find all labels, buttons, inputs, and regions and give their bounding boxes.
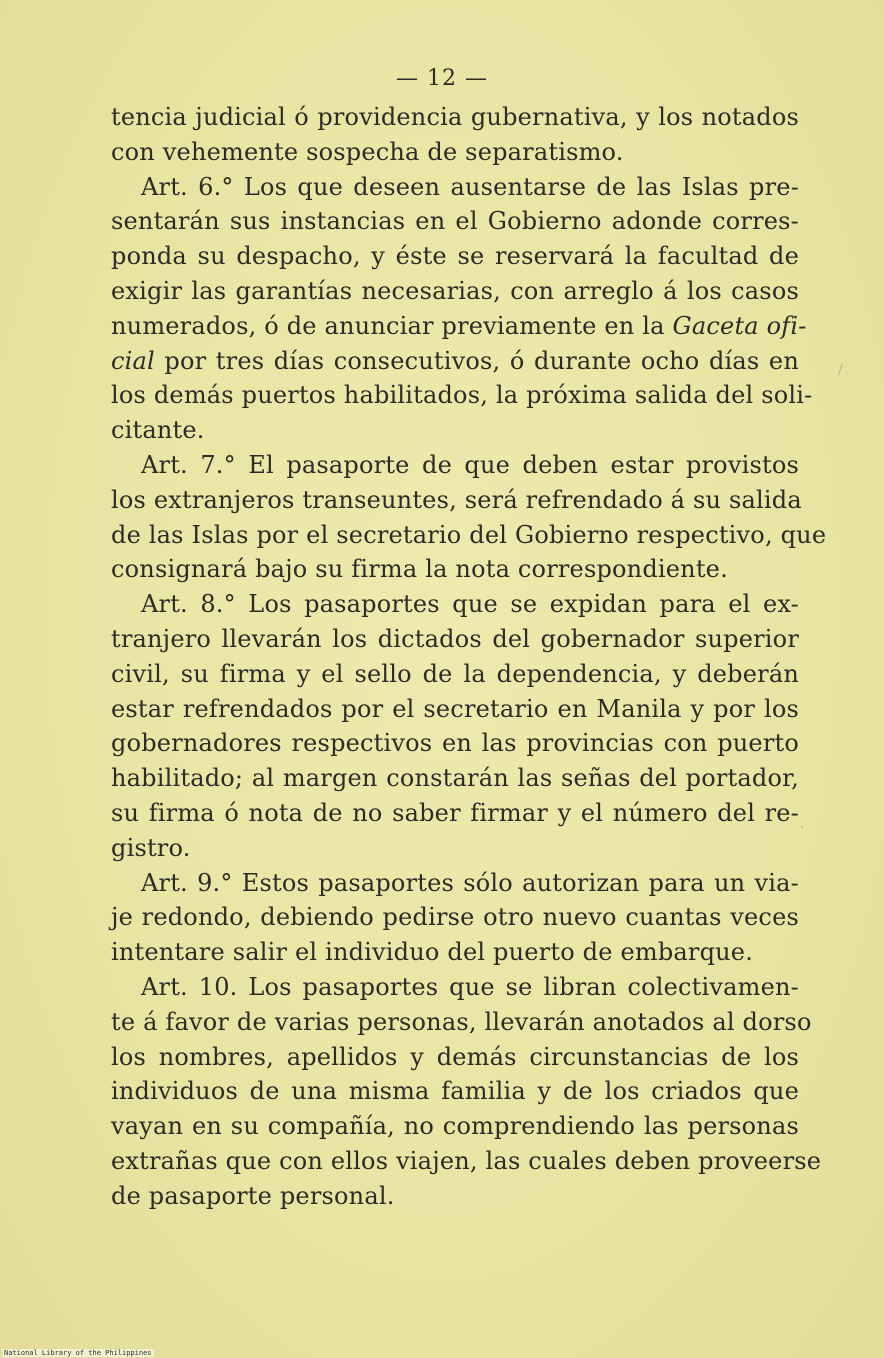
text-line: de las Islas por el secretario del Gobierno respectivo, que	[111, 520, 827, 549]
text-line: habilitado; al margen constarán las señas del portador,	[111, 764, 799, 793]
text-line: tranjero llevarán los dictados del gobernador superior	[111, 624, 799, 653]
text-line: los demás puertos habilitados, la próxima salida del soli-	[111, 381, 813, 410]
text-line: los extranjeros transeuntes, será refrendado á su salida	[111, 485, 802, 514]
text-line-with-italic	[111, 344, 799, 379]
text-line: gobernadores respectivos en las provincias con puerto	[111, 729, 799, 758]
text-line: de pasaporte personal.	[111, 1181, 395, 1210]
text-line: gistro.	[111, 833, 191, 862]
text-line: estar refrendados por el secretario en Manila y por los	[111, 694, 799, 723]
text-line: exigir las garantías necesarias, con arreglo á los casos	[111, 276, 799, 305]
margin-mark: /	[838, 362, 843, 378]
text-line: civil, su firma y el sello de la dependencia, y deberán	[111, 659, 799, 688]
italic-title: Gaceta ofi-	[672, 311, 807, 340]
margin-mark: .	[800, 816, 805, 832]
text-segment: por tres días consecutivos, ó durante ocho días en	[154, 346, 799, 375]
italic-title: cial	[111, 346, 155, 375]
text-line: Art. 9.° Estos pasaportes sólo autorizan para un via-	[141, 868, 799, 897]
text-line: con vehemente sospecha de separatismo.	[111, 137, 624, 166]
text-line: su firma ó nota de no saber firmar y el número del re-	[111, 798, 799, 827]
body-text	[111, 100, 827, 1214]
text-line: Art. 7.° El pasaporte de que deben estar provistos	[141, 450, 799, 479]
text-line: te á favor de varias personas, llevarán anotados al dorso	[111, 1007, 812, 1036]
text-line: vayan en su compañía, no comprendiendo las personas	[111, 1112, 799, 1141]
text-line: extrañas que con ellos viajen, las cuales deben proveerse	[111, 1146, 822, 1175]
text-line: je redondo, debiendo pedirse otro nuevo cuantas veces	[111, 903, 799, 932]
text-line: citante.	[111, 416, 205, 445]
text-line: los nombres, apellidos y demás circunstancias de los	[111, 1042, 799, 1071]
text-line: Art. 8.° Los pasaportes que se expidan para el ex-	[141, 590, 799, 619]
library-footer: National Library of the Philippines	[4, 1349, 152, 1357]
text-line: sentarán sus instancias en el Gobierno adonde corres-	[111, 207, 799, 236]
text-line: consignará bajo su firma la nota correspondiente.	[111, 555, 728, 584]
text-line: ponda su despacho, y éste se reservará la facultad de	[111, 242, 799, 271]
text-line: individuos de una misma familia y de los criados que	[111, 1077, 799, 1106]
text-line: Art. 6.° Los que deseen ausentarse de las Islas pre-	[141, 172, 799, 201]
text-line: Art. 10. Los pasaportes que se libran colectivamen-	[141, 972, 799, 1001]
text-line: intentare salir el individuo del puerto de embarque.	[111, 938, 754, 967]
text-line: tencia judicial ó providencia gubernativa, y los notados	[111, 103, 799, 131]
text-line-with-italic	[111, 309, 807, 344]
page-number: — 12 —	[396, 66, 488, 91]
text-segment: numerados, ó de anunciar previamente en la	[111, 311, 665, 340]
